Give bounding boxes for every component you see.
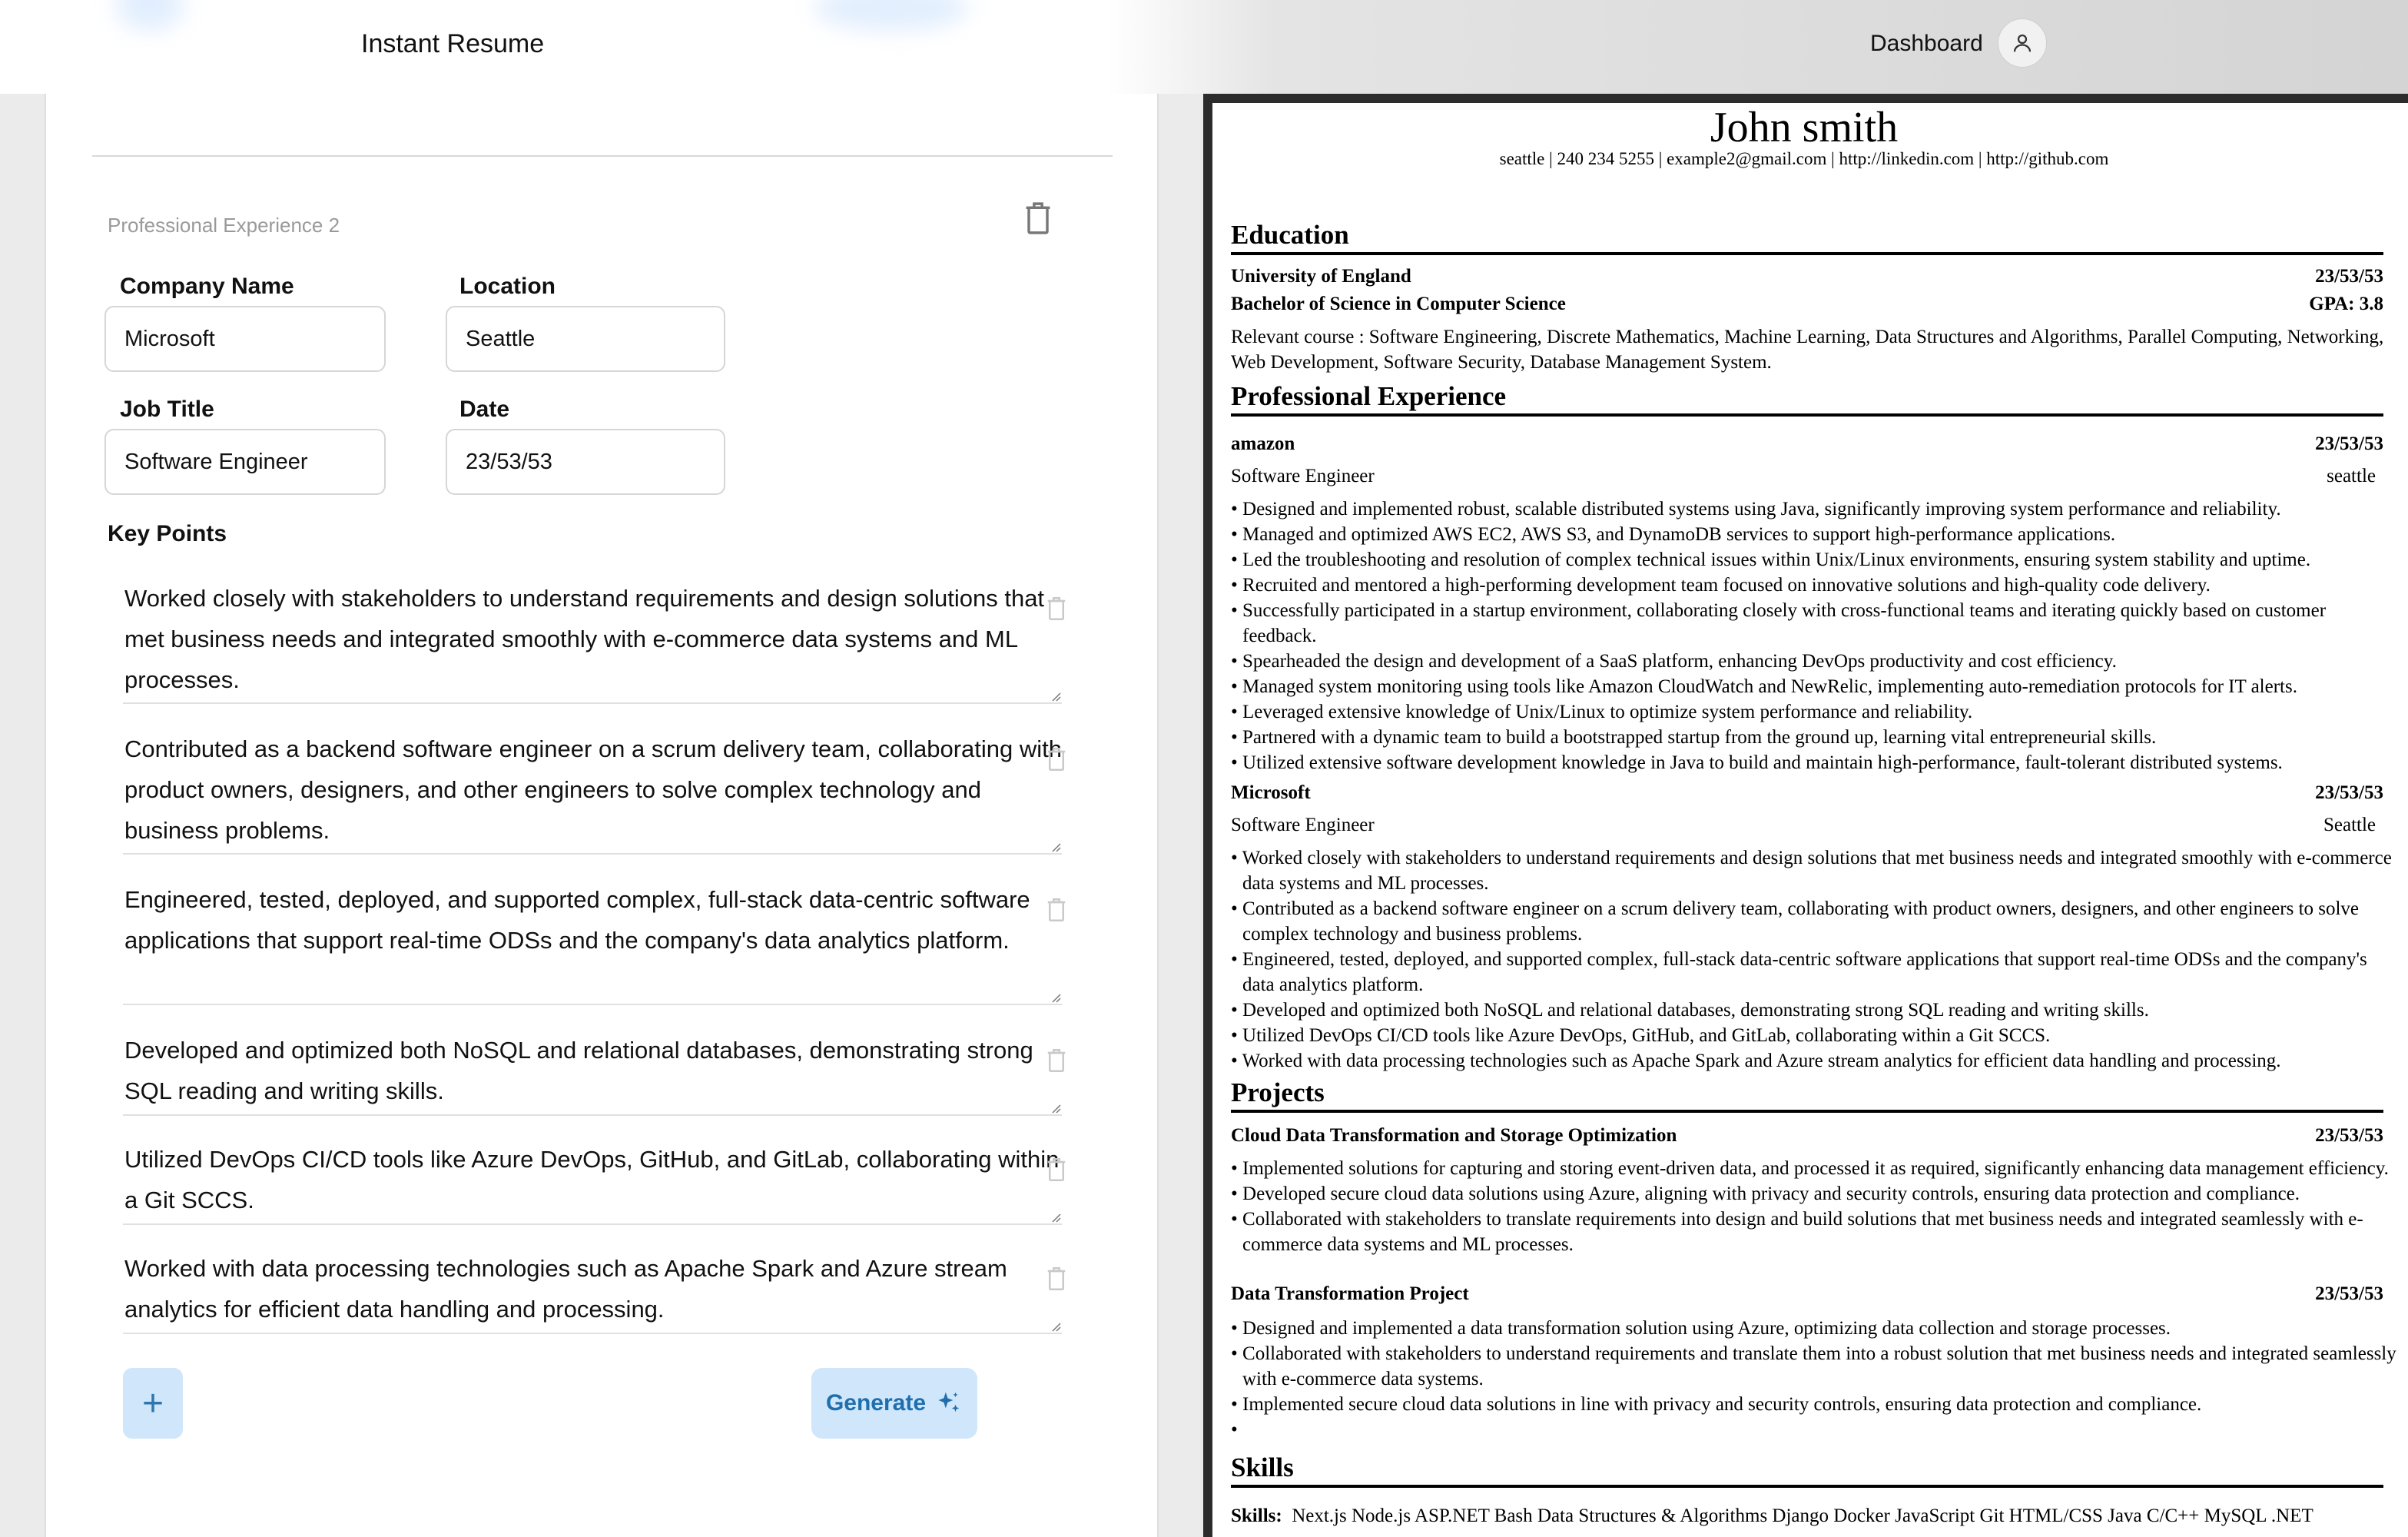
dashboard-link[interactable]: Dashboard bbox=[1870, 31, 1983, 56]
experience-heading: Professional Experience bbox=[1231, 381, 2383, 417]
key-point-text: Utilized DevOps CI/CD tools like Azure DevOps, GitHub, and GitLab, collaborating within a Git SCCS. bbox=[124, 1146, 1060, 1213]
project-row bbox=[1231, 1125, 2383, 1147]
resize-handle-icon[interactable] bbox=[1048, 839, 1062, 853]
bullet-item: • Leveraged extensive knowledge of Unix/Linux to optimize system performance and reliability. bbox=[1231, 699, 2399, 725]
project-row bbox=[1231, 1283, 2383, 1305]
resume-preview bbox=[1212, 103, 2408, 1537]
projects-heading: Projects bbox=[1231, 1077, 2383, 1113]
resize-handle-icon[interactable] bbox=[1048, 1319, 1062, 1333]
project-bullets bbox=[1231, 1316, 2399, 1442]
bullet-item: • Designed and implemented a data transformation solution using Azure, optimizing data collection and storage processes. bbox=[1231, 1316, 2399, 1341]
exp-title-row bbox=[1231, 815, 2383, 836]
education-heading: Education bbox=[1231, 220, 2383, 255]
bullet-item: • Collaborated with stakeholders to translate requirements into design and build solutions that met business needs and integrated seamlessly with e-commerce data systems and ML processes. bbox=[1231, 1207, 2399, 1257]
bullet-item: • Worked with data processing technologies such as Apache Spark and Azure stream analytics for efficient data handling and processing. bbox=[1231, 1048, 2399, 1074]
skills-list: Next.js Node.js ASP.NET Bash Data Structures & Algorithms Django Docker JavaScript Git HTML/CSS Java C/C++ MySQL .NET bbox=[1292, 1505, 2313, 1526]
bullet-item: • Implemented secure cloud data solutions in line with privacy and security controls, ensuring data protection and compliance. bbox=[1231, 1392, 2399, 1417]
key-point-textarea[interactable] bbox=[123, 729, 1062, 855]
bullet-item: • Managed and optimized AWS EC2, AWS S3, and DynamoDB services to support high-performance applications. bbox=[1231, 522, 2399, 547]
resize-handle-icon[interactable] bbox=[1048, 689, 1062, 702]
bullet-item: • Successfully participated in a startup environment, collaborating closely with cross-functional teams and iterating quickly based on customer feedback. bbox=[1231, 598, 2399, 649]
exp-date: 23/53/53 bbox=[2315, 782, 2383, 803]
bullet-item: • Utilized DevOps CI/CD tools like Azure DevOps, GitHub, and GitLab, collaborating within a Git SCCS. bbox=[1231, 1023, 2399, 1048]
date-label: Date bbox=[459, 397, 510, 422]
bullet-item: • Spearheaded the design and development of a SaaS platform, enhancing DevOps productivity and cost efficiency. bbox=[1231, 649, 2399, 674]
bullet-item: • Contributed as a backend software engineer on a scrum delivery team, collaborating with product owners, designers, and other engineers to solve complex technology and business problems. bbox=[1231, 896, 2399, 947]
bullet-item: • Led the troubleshooting and resolution of complex technical issues within Unix/Linux environments, ensuring system stability and uptime. bbox=[1231, 547, 2399, 573]
project-name: Data Transformation Project bbox=[1231, 1283, 1469, 1304]
user-avatar-button[interactable] bbox=[1998, 18, 2047, 68]
project-name: Cloud Data Transformation and Storage Optimization bbox=[1231, 1125, 1677, 1146]
bullet-item bbox=[1231, 1417, 2399, 1442]
exp-location: seattle bbox=[2327, 466, 2376, 486]
delete-key-point-icon[interactable] bbox=[1045, 1156, 1068, 1183]
key-points-label: Key Points bbox=[108, 521, 227, 546]
education-school-row bbox=[1231, 266, 2383, 287]
key-point-textarea[interactable] bbox=[123, 1139, 1062, 1225]
resume-name: John smith bbox=[1710, 104, 1899, 151]
key-point-textarea[interactable] bbox=[123, 578, 1062, 704]
exp-date: 23/53/53 bbox=[2315, 433, 2383, 454]
key-point-text: Developed and optimized both NoSQL and relational databases, demonstrating strong SQL reading and writing skills. bbox=[124, 1037, 1033, 1104]
key-point-text: Worked with data processing technologies such as Apache Spark and Azure stream analytics for efficient data handling and processing. bbox=[124, 1255, 1007, 1323]
coursework: Relevant course : Software Engineering, Discrete Mathematics, Machine Learning, Data Structures and Algorithms, Parallel Computing, Networking, Web Development, Software Security, Database Management System. bbox=[1231, 327, 2384, 373]
exp-company: Microsoft bbox=[1231, 782, 1311, 803]
delete-key-point-icon[interactable] bbox=[1045, 745, 1068, 773]
plus-icon: + bbox=[141, 1383, 164, 1424]
section-divider bbox=[92, 155, 1113, 157]
resize-handle-icon[interactable] bbox=[1048, 990, 1062, 1004]
decorative-blob bbox=[814, 0, 968, 31]
delete-key-point-icon[interactable] bbox=[1045, 595, 1068, 622]
exp-title-row bbox=[1231, 466, 2383, 487]
bullet-item: • Collaborated with stakeholders to understand requirements and translate them into a robust solution that met business needs and integrated seamlessly with e-commerce data systems. bbox=[1231, 1341, 2399, 1392]
company-name-label: Company Name bbox=[120, 274, 294, 299]
skills-label: Skills: bbox=[1231, 1505, 1282, 1526]
user-icon bbox=[2011, 32, 2034, 55]
location-label: Location bbox=[459, 274, 556, 299]
bullet-item: • Worked closely with stakeholders to understand requirements and design solutions that met business needs and integrated smoothly with e-commerce data systems and ML processes. bbox=[1231, 845, 2399, 896]
education-date: 23/53/53 bbox=[2315, 266, 2383, 287]
bullet-item: • Engineered, tested, deployed, and supported complex, full-stack data-centric software applications that support real-time ODSs and the company's data analytics platform. bbox=[1231, 947, 2399, 998]
delete-key-point-icon[interactable] bbox=[1045, 1047, 1068, 1074]
degree-name: Bachelor of Science in Computer Science bbox=[1231, 294, 1566, 314]
job-title-label: Job Title bbox=[120, 397, 214, 422]
bullet-item: • Developed secure cloud data solutions using Azure, aligning with privacy and security controls, ensuring data protection and compliance. bbox=[1231, 1181, 2399, 1207]
bullet-item: • Recruited and mentored a high-performing development team focused on innovative solutions and high-quality code delivery. bbox=[1231, 573, 2399, 598]
key-point-textarea[interactable] bbox=[123, 1248, 1062, 1334]
company-name-input[interactable]: Microsoft bbox=[104, 306, 386, 372]
resume-editor-panel bbox=[45, 94, 1159, 1537]
resize-handle-icon[interactable] bbox=[1048, 1210, 1062, 1223]
exp-company-row bbox=[1231, 782, 2383, 804]
key-point-textarea[interactable] bbox=[123, 879, 1062, 1005]
decorative-blob bbox=[115, 0, 184, 31]
exp-bullets bbox=[1231, 845, 2399, 1074]
key-point-text: Engineered, tested, deployed, and supported complex, full-stack data-centric software applications that support real-time ODSs and the company's data analytics platform. bbox=[124, 886, 1030, 954]
delete-experience-icon[interactable] bbox=[1022, 200, 1054, 237]
top-bar bbox=[0, 0, 2408, 94]
bullet-item: • Partnered with a dynamic team to build a bootstrapped startup from the ground up, learning vital entrepreneurial skills. bbox=[1231, 725, 2399, 750]
gpa: GPA: 3.8 bbox=[2309, 294, 2383, 314]
key-point-text: Worked closely with stakeholders to understand requirements and design solutions that met business needs and integrated smoothly with e-commerce data systems and ML processes. bbox=[124, 585, 1045, 693]
exp-title: Software Engineer bbox=[1231, 815, 1375, 835]
key-point-text: Contributed as a backend software engineer on a scrum delivery team, collaborating with product owners, designers, and other engineers to solve complex technology and business problems. bbox=[124, 735, 1062, 844]
project-bullets bbox=[1231, 1156, 2399, 1257]
skills-heading: Skills bbox=[1231, 1452, 2383, 1488]
key-point-textarea[interactable] bbox=[123, 1030, 1062, 1116]
bullet-item: • Developed and optimized both NoSQL and relational databases, demonstrating strong SQL reading and writing skills. bbox=[1231, 998, 2399, 1023]
exp-title: Software Engineer bbox=[1231, 466, 1375, 486]
bullet-item: • Implemented solutions for capturing and storing event-driven data, and processed it as required, significantly enhancing data management efficiency. bbox=[1231, 1156, 2399, 1181]
job-title-input[interactable]: Software Engineer bbox=[104, 429, 386, 495]
resume-contact: seattle | 240 234 5255 | example2@gmail.com | http://linkedin.com | http://github.com bbox=[1499, 149, 2109, 168]
bullet-item: • Utilized extensive software development knowledge in Java to build and maintain high-performance, fault-tolerant distributed systems. bbox=[1231, 750, 2399, 775]
delete-key-point-icon[interactable] bbox=[1045, 1265, 1068, 1293]
exp-company: amazon bbox=[1231, 433, 1295, 454]
generate-button[interactable] bbox=[811, 1368, 977, 1439]
exp-bullets bbox=[1231, 496, 2399, 775]
generate-label: Generate bbox=[825, 1390, 927, 1416]
date-input[interactable]: 23/53/53 bbox=[446, 429, 725, 495]
resize-handle-icon[interactable] bbox=[1048, 1100, 1062, 1114]
add-key-point-button[interactable] bbox=[123, 1368, 183, 1439]
education-degree-row bbox=[1231, 294, 2383, 315]
sparkle-icon bbox=[934, 1389, 963, 1418]
exp-company-row bbox=[1231, 433, 2383, 455]
bullet-item: • Managed system monitoring using tools like Amazon CloudWatch and NewRelic, implementing auto-remediation protocols for IT alerts. bbox=[1231, 674, 2399, 699]
bullet-item: • Designed and implemented robust, scalable distributed systems using Java, significantly improving system performance and reliability. bbox=[1231, 496, 2399, 522]
app-title: Instant Resume bbox=[361, 29, 545, 58]
exp-location: Seattle bbox=[2323, 815, 2376, 835]
school-name: University of England bbox=[1231, 266, 1411, 287]
project-date: 23/53/53 bbox=[2315, 1283, 2383, 1304]
project-date: 23/53/53 bbox=[2315, 1125, 2383, 1146]
location-input[interactable]: Seattle bbox=[446, 306, 725, 372]
skills-line bbox=[1231, 1503, 2393, 1529]
delete-key-point-icon[interactable] bbox=[1045, 896, 1068, 924]
experience-section-title: Professional Experience 2 bbox=[108, 214, 340, 237]
